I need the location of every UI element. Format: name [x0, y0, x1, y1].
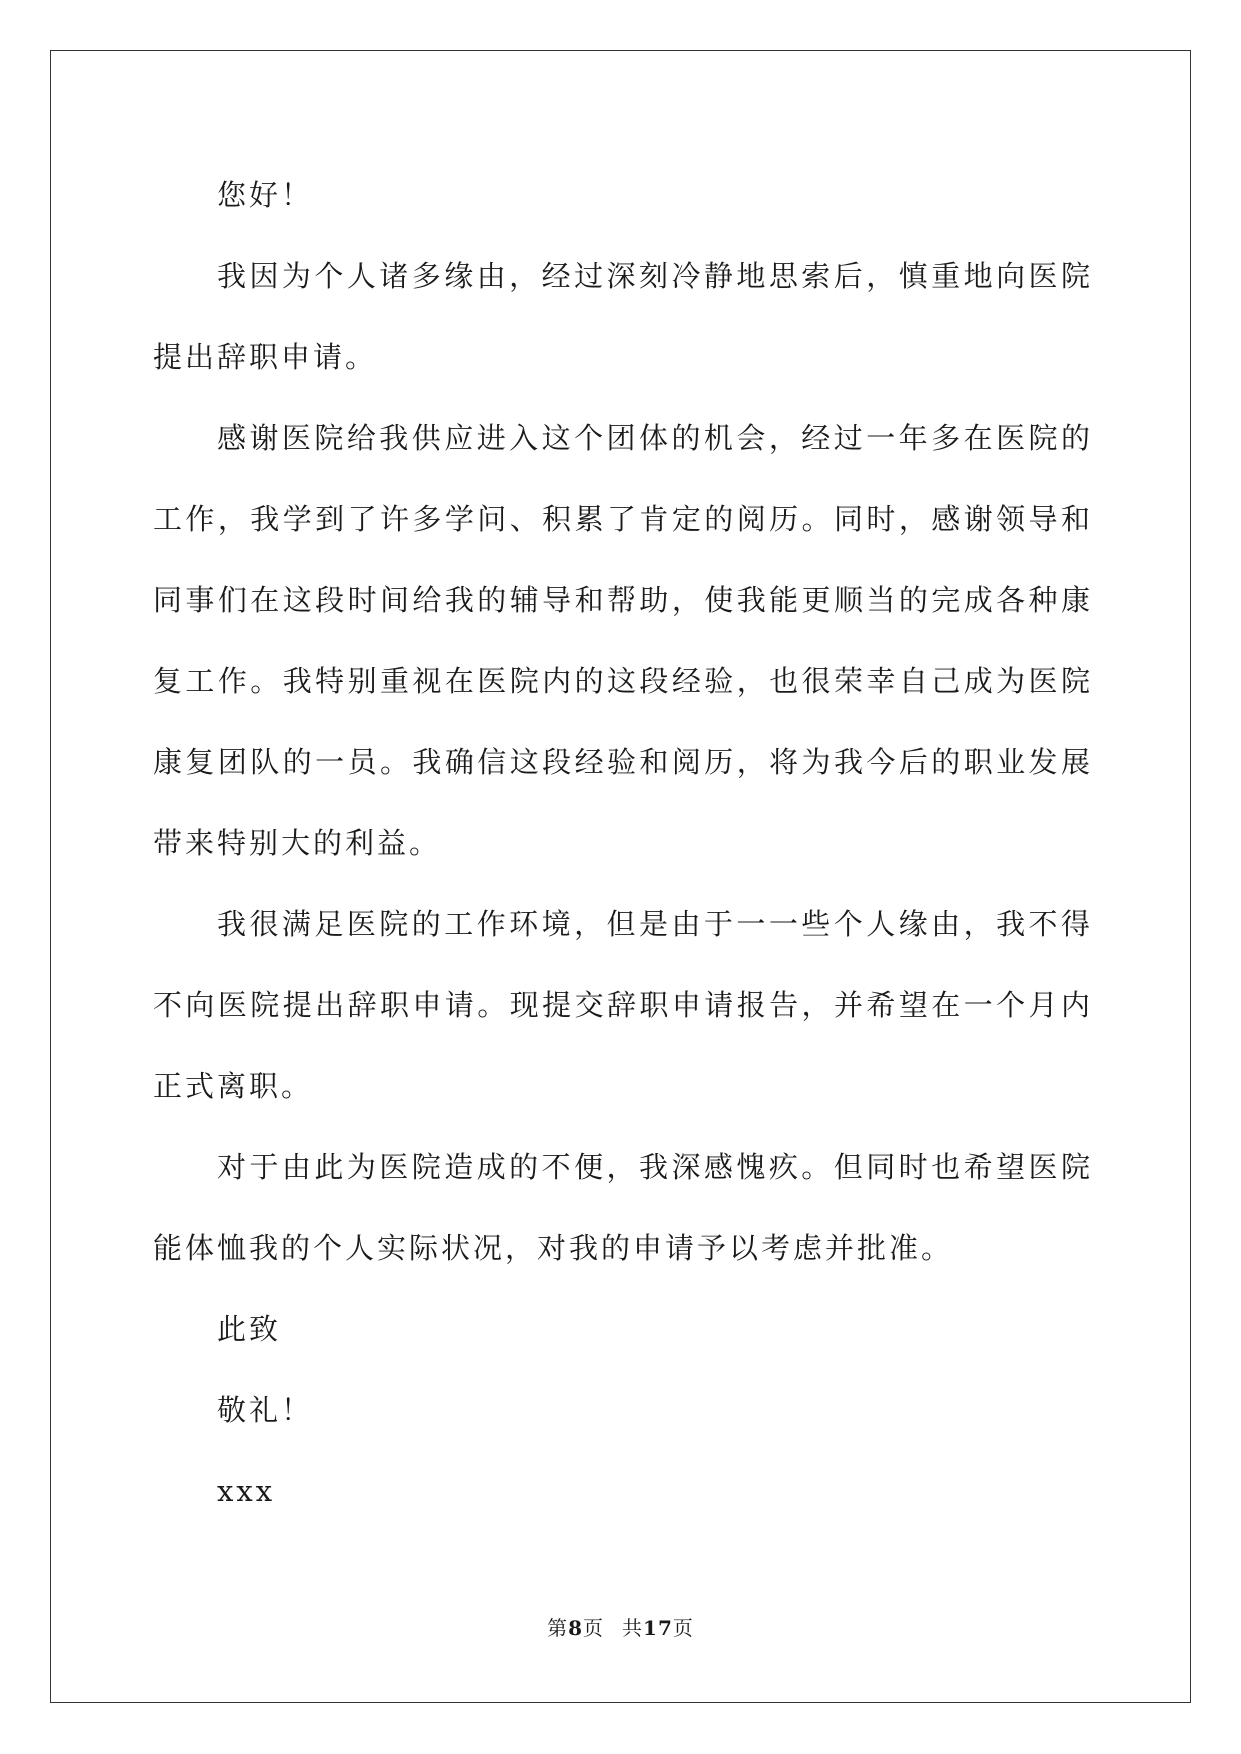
paragraph-4: 对于由此为医院造成的不便，我深感愧疚。但同时也希望医院能体恤我的个人实际状况，对我的申请予以考虑并批准。	[153, 1150, 1093, 1265]
page-unit: 页	[583, 1616, 605, 1640]
letter-body	[153, 155, 1093, 1532]
closing-salutation: 此致	[217, 1312, 282, 1346]
paragraph-2: 感谢医院给我供应进入这个团体的机会，经过一年多在医院的工作，我学到了许多学问、积累了肯定的阅历。同时，感谢领导和同事们在这段时间给我的辅导和帮助，使我能更顺当的完成各种康复工作。我特别重视在医院内的这段经验，也很荣幸自己成为医院康复团队的一员。我确信这段经验和阅历，将为我今后的职业发展带来特别大的利益。	[153, 421, 1093, 860]
greeting: 您好！	[217, 178, 314, 212]
paragraph-3: 我很满足医院的工作环境，但是由于一一些个人缘由，我不得不向医院提出辞职申请。现提交辞职申请报告，并希望在一个月内正式离职。	[153, 907, 1093, 1103]
page-total: 17	[643, 1616, 673, 1640]
paragraph-1: 我因为个人诸多缘由，经过深刻冷静地思索后，慎重地向医院提出辞职申请。	[153, 259, 1093, 374]
page-prefix: 第	[547, 1616, 569, 1640]
page-current: 8	[568, 1616, 584, 1640]
closing-regards: 敬礼！	[217, 1393, 314, 1427]
signature: xxx	[217, 1474, 276, 1508]
page-footer	[0, 1612, 1241, 1641]
total-prefix: 共	[622, 1616, 644, 1640]
total-unit: 页	[672, 1616, 694, 1640]
